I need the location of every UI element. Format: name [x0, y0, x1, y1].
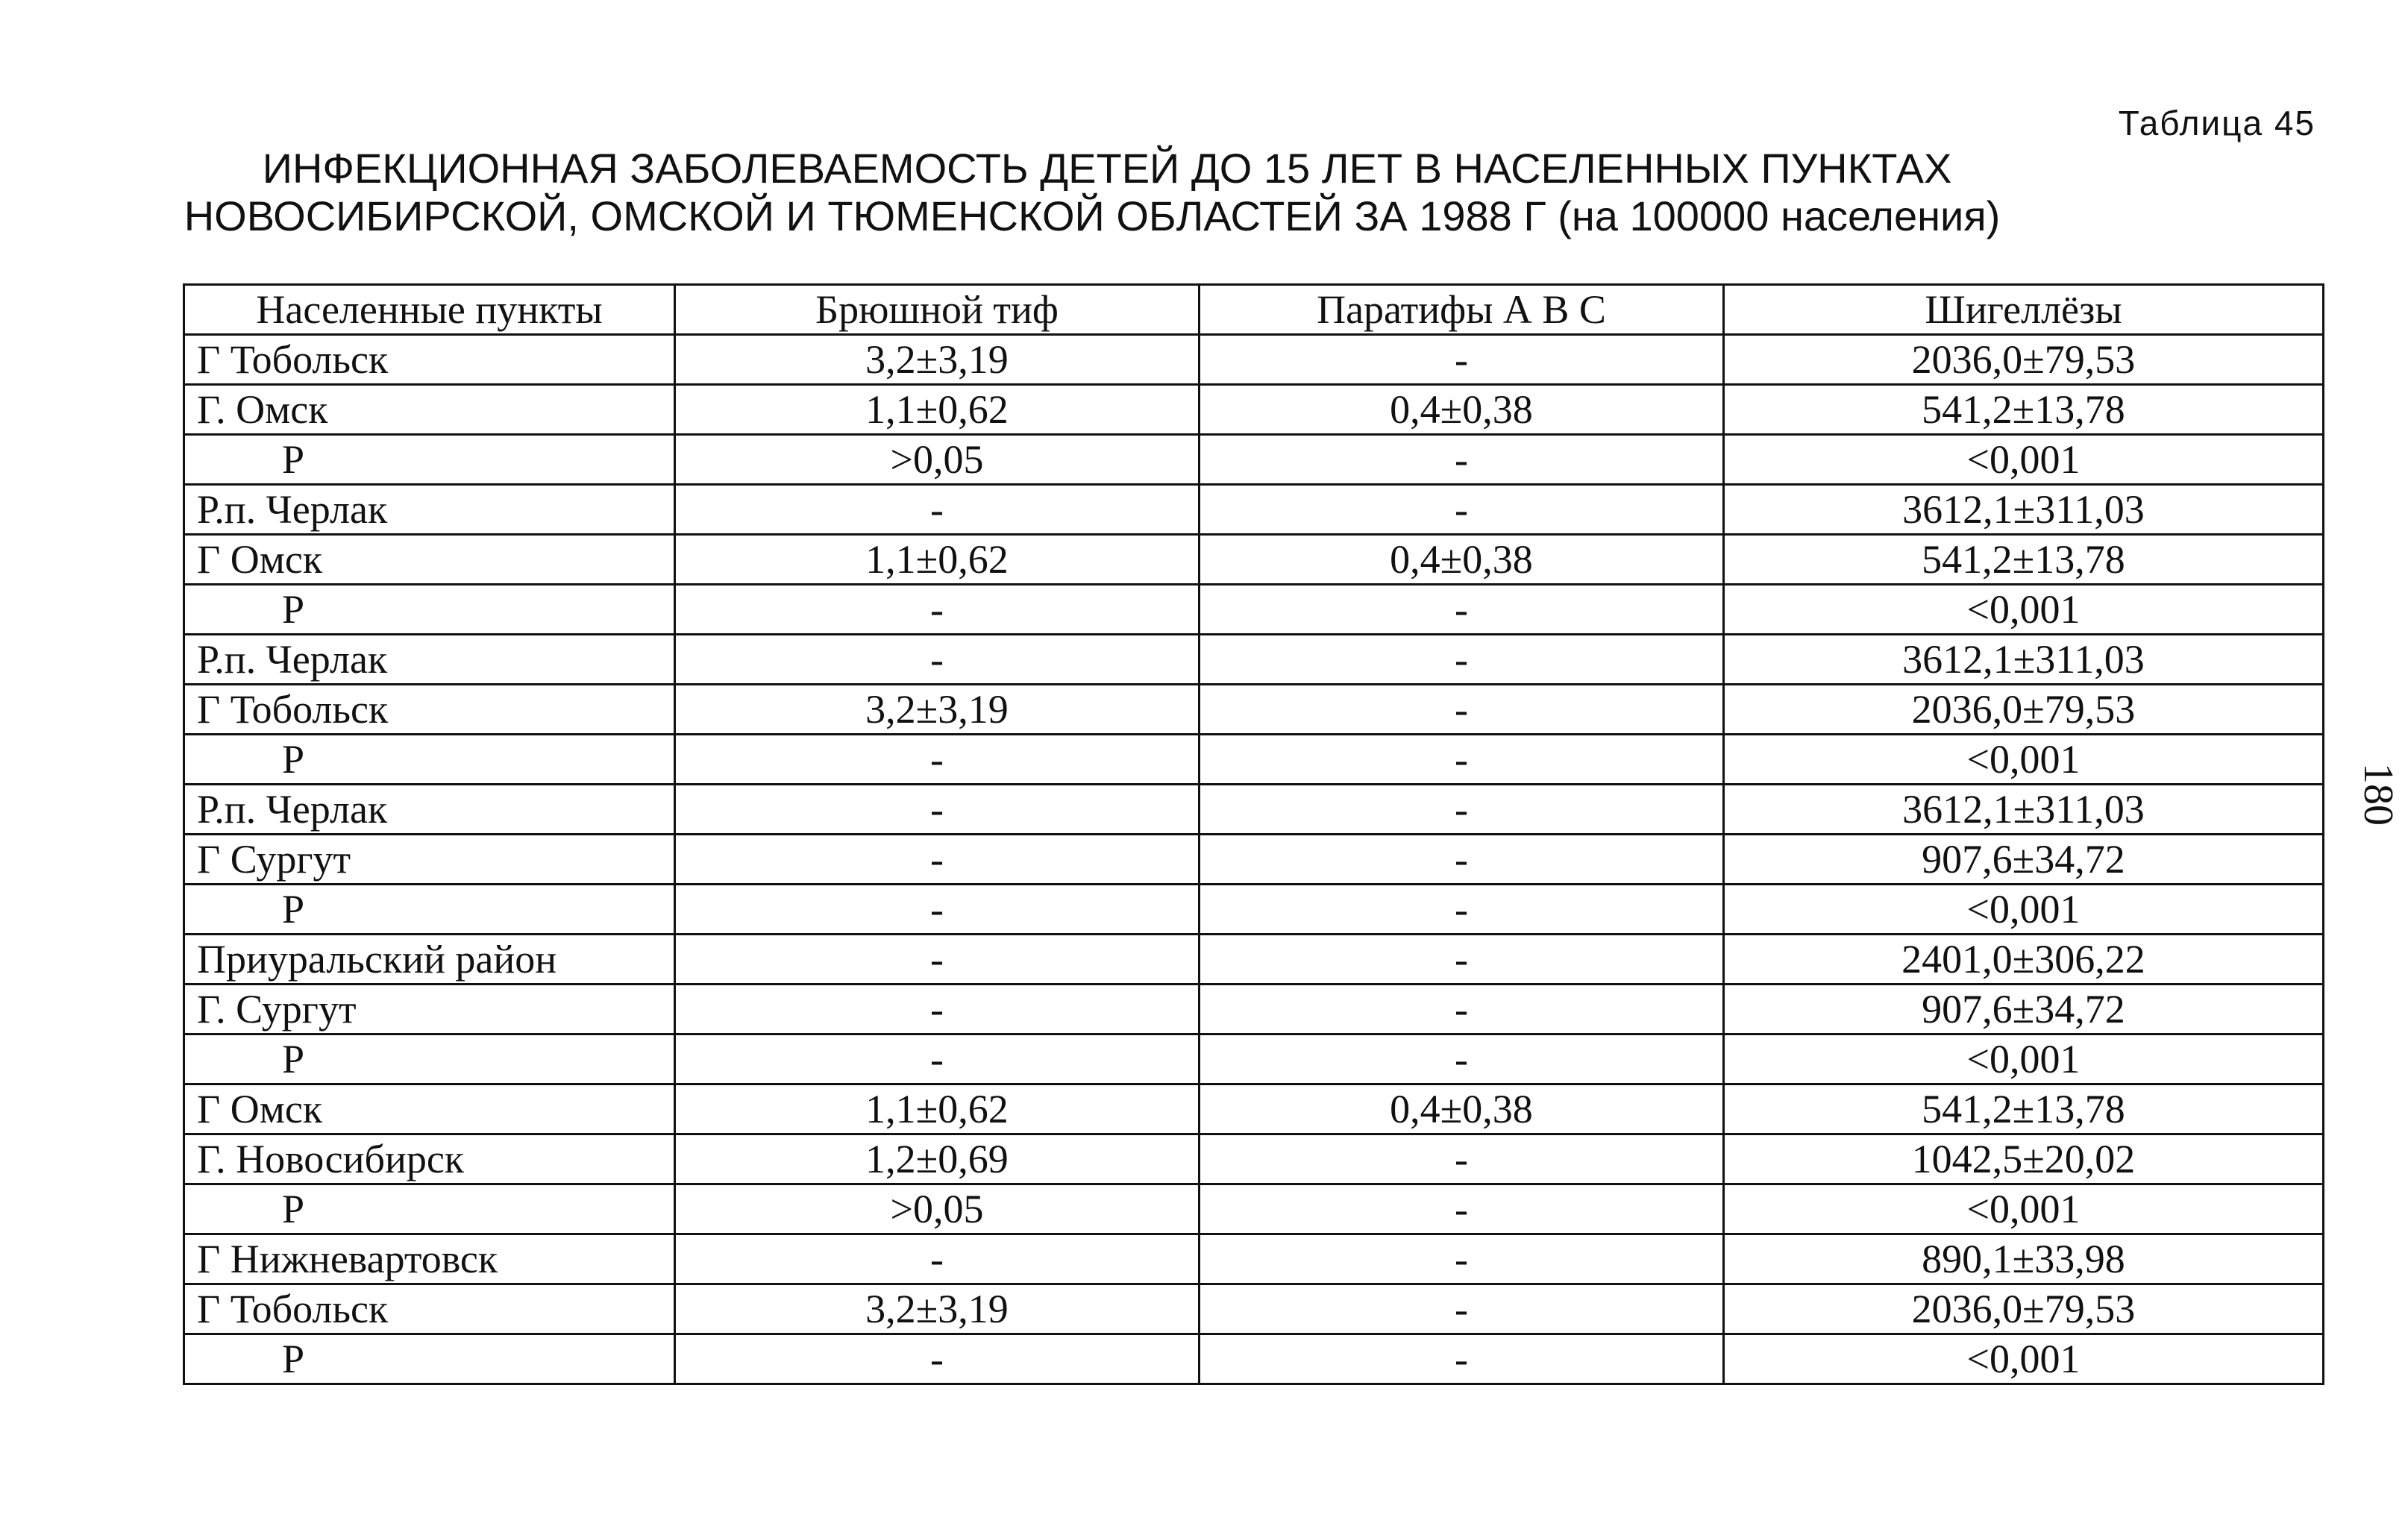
cell-shigella: 1042,5±20,02 [1724, 1134, 2324, 1184]
table-label: Таблица 45 [2118, 104, 2315, 142]
column-header-shigella: Шигеллёзы [1724, 285, 2324, 335]
table-row [184, 685, 2324, 735]
cell-settlement: Р.п. Черлак [184, 485, 675, 535]
cell-typhoid: 1,2±0,69 [675, 1134, 1200, 1184]
cell-paratyphoid: - [1200, 1034, 1724, 1084]
cell-settlement: Г Тобольск [184, 335, 675, 385]
cell-typhoid: 1,1±0,62 [675, 1084, 1200, 1134]
cell-settlement: Р [184, 885, 675, 935]
table-row [184, 535, 2324, 585]
cell-settlement: Р [184, 1034, 675, 1084]
cell-paratyphoid: - [1200, 335, 1724, 385]
cell-paratyphoid: 0,4±0,38 [1200, 385, 1724, 435]
cell-shigella: 890,1±33,98 [1724, 1234, 2324, 1284]
table-row [184, 835, 2324, 885]
table-body [184, 335, 2324, 1384]
cell-typhoid: >0,05 [675, 1184, 1200, 1234]
cell-typhoid: - [675, 1034, 1200, 1084]
cell-paratyphoid: - [1200, 835, 1724, 885]
cell-paratyphoid: - [1200, 935, 1724, 985]
table-title-line-1: ИНФЕКЦИОННАЯ ЗАБОЛЕВАЕМОСТЬ ДЕТЕЙ ДО 15 ЛЕТ В НАСЕЛЕННЫХ ПУНКТАХ [262, 145, 1952, 192]
cell-settlement: Г Тобольск [184, 1284, 675, 1334]
cell-typhoid: - [675, 635, 1200, 685]
table-row [184, 1284, 2324, 1334]
table-row [184, 335, 2324, 385]
cell-settlement: Г. Новосибирск [184, 1134, 675, 1184]
cell-typhoid: 3,2±3,19 [675, 685, 1200, 735]
morbidity-table [183, 283, 2324, 1385]
cell-settlement: Р.п. Черлак [184, 785, 675, 835]
cell-shigella: 907,6±34,72 [1724, 835, 2324, 885]
table-row [184, 1184, 2324, 1234]
cell-paratyphoid: - [1200, 485, 1724, 535]
cell-settlement: Р [184, 585, 675, 635]
cell-shigella: 3612,1±311,03 [1724, 485, 2324, 535]
cell-typhoid: - [675, 485, 1200, 535]
cell-typhoid: - [675, 585, 1200, 635]
cell-paratyphoid: - [1200, 735, 1724, 785]
cell-settlement: Г Омск [184, 1084, 675, 1134]
cell-paratyphoid: - [1200, 435, 1724, 485]
cell-typhoid: - [675, 885, 1200, 935]
cell-settlement: Г Тобольск [184, 685, 675, 735]
cell-paratyphoid: - [1200, 785, 1724, 835]
column-header-settlements: Населенные пункты [184, 285, 675, 335]
cell-typhoid: - [675, 735, 1200, 785]
cell-settlement: Р [184, 435, 675, 485]
cell-settlement: Г. Сургут [184, 985, 675, 1034]
cell-paratyphoid: - [1200, 885, 1724, 935]
cell-typhoid: >0,05 [675, 435, 1200, 485]
table-row [184, 585, 2324, 635]
cell-shigella: <0,001 [1724, 1184, 2324, 1234]
table-row [184, 1334, 2324, 1384]
cell-shigella: <0,001 [1724, 435, 2324, 485]
cell-settlement: Г Нижневартовск [184, 1234, 675, 1284]
table-row [184, 885, 2324, 935]
cell-shigella: 2036,0±79,53 [1724, 1284, 2324, 1334]
column-header-paratyphoid: Паратифы А В С [1200, 285, 1724, 335]
cell-settlement: Р [184, 1334, 675, 1384]
cell-settlement: Г Сургут [184, 835, 675, 885]
cell-shigella: 3612,1±311,03 [1724, 785, 2324, 835]
table-row [184, 385, 2324, 435]
cell-settlement: Приуральский район [184, 935, 675, 985]
cell-settlement: Р [184, 735, 675, 785]
cell-typhoid: 1,1±0,62 [675, 535, 1200, 585]
cell-shigella: 907,6±34,72 [1724, 985, 2324, 1034]
table-row [184, 435, 2324, 485]
cell-shigella: <0,001 [1724, 885, 2324, 935]
cell-shigella: <0,001 [1724, 585, 2324, 635]
cell-paratyphoid: - [1200, 985, 1724, 1034]
cell-shigella: 541,2±13,78 [1724, 535, 2324, 585]
cell-typhoid: 3,2±3,19 [675, 335, 1200, 385]
cell-paratyphoid: - [1200, 685, 1724, 735]
cell-typhoid: 1,1±0,62 [675, 385, 1200, 435]
cell-shigella: 541,2±13,78 [1724, 385, 2324, 435]
cell-shigella: <0,001 [1724, 735, 2324, 785]
page-number: 180 [2355, 763, 2401, 826]
table-row [184, 635, 2324, 685]
cell-settlement: Г. Омск [184, 385, 675, 435]
table-row [184, 985, 2324, 1034]
table-row [184, 485, 2324, 535]
table-row [184, 1234, 2324, 1284]
cell-shigella: <0,001 [1724, 1034, 2324, 1084]
table-row [184, 1084, 2324, 1134]
table-row [184, 785, 2324, 835]
cell-typhoid: - [675, 1234, 1200, 1284]
cell-typhoid: - [675, 785, 1200, 835]
cell-shigella: 2036,0±79,53 [1724, 685, 2324, 735]
table-title-line-2: НОВОСИБИРСКОЙ, ОМСКОЙ И ТЮМЕНСКОЙ ОБЛАСТЕЙ ЗА 1988 Г (на 100000 населения) [184, 192, 2001, 239]
cell-settlement: Г Омск [184, 535, 675, 585]
cell-paratyphoid: - [1200, 1334, 1724, 1384]
cell-shigella: 2036,0±79,53 [1724, 335, 2324, 385]
cell-shigella: 3612,1±311,03 [1724, 635, 2324, 685]
cell-paratyphoid: 0,4±0,38 [1200, 535, 1724, 585]
cell-typhoid: - [675, 985, 1200, 1034]
cell-shigella: <0,001 [1724, 1334, 2324, 1384]
table-row [184, 935, 2324, 985]
cell-shigella: 2401,0±306,22 [1724, 935, 2324, 985]
cell-paratyphoid: - [1200, 585, 1724, 635]
cell-paratyphoid: - [1200, 1234, 1724, 1284]
cell-paratyphoid: - [1200, 1184, 1724, 1234]
cell-typhoid: - [675, 935, 1200, 985]
table-header-row [184, 285, 2324, 335]
table-row [184, 1034, 2324, 1084]
cell-paratyphoid: - [1200, 1284, 1724, 1334]
column-header-typhoid: Брюшной тиф [675, 285, 1200, 335]
table-row [184, 735, 2324, 785]
cell-settlement: Р.п. Черлак [184, 635, 675, 685]
cell-typhoid: 3,2±3,19 [675, 1284, 1200, 1334]
cell-typhoid: - [675, 835, 1200, 885]
cell-shigella: 541,2±13,78 [1724, 1084, 2324, 1134]
cell-typhoid: - [675, 1334, 1200, 1384]
cell-settlement: Р [184, 1184, 675, 1234]
cell-paratyphoid: - [1200, 635, 1724, 685]
cell-paratyphoid: - [1200, 1134, 1724, 1184]
table-row [184, 1134, 2324, 1184]
cell-paratyphoid: 0,4±0,38 [1200, 1084, 1724, 1134]
